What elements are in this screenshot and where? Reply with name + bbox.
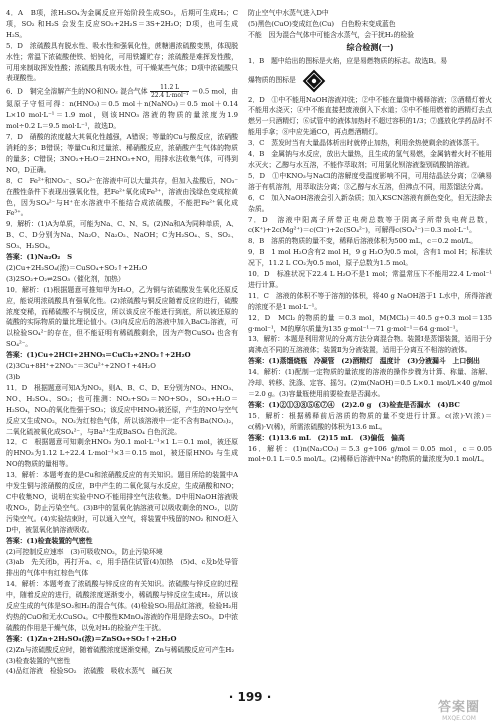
- hazard-row: [248, 69, 492, 93]
- answer-item-text: ＝0.5 mol，由氮原子守恒可得：n(HNO₃)＝0.5 mol＋n(NaNO₃)＝0.5 mol＋0.14 L×10 mol·L⁻¹＝1.9 mol，则该HNO₃ 溶液的物质的量浓度为1.9 mol÷0.2 L＝9.5 mol·L⁻¹，故选D。: [6, 87, 238, 131]
- answer-line: (2)Cu+2H₂SO₄(浓)＝CuSO₄+SO₂↑+2H₂O: [6, 263, 148, 272]
- answer-line: (2)3Cu+8H⁺+2NO₃⁻＝3Cu²⁺+2NO↑+4H₂O: [6, 362, 156, 371]
- answer-item: 16．解析：(1)n(Na₂CO₃)＝5.3 g÷106 g/mol＝0.05 mol，c＝0.05 mol÷0.1 L＝0.5 mol/L。(2)稀释后溶液中Na⁺的物质的量浓度为0.1 mol/L。: [248, 444, 492, 464]
- answer-item: 10．解析：(1)根据题意可推知甲为H₂O，乙为铜与浓硫酸发生氧化还原反应，能说明浓硫酸具有强氧化性。(2)浓硫酸与铜反应随着反应的进行，硫酸浓度变稀，而稀硫酸不与铜反应，所以该反应不能进行到底，所以被还原的硫酸的实际物质的量比理论值小。(3)向反应后的溶液中加入BaCl₂溶液，可以检验SO₄²⁻的存在，但不能证明有稀硫酸剩余，因为产物CuSO₄ 也含有SO₄²⁻。: [6, 285, 238, 349]
- fraction-denominator: 22.4 L·mol⁻¹: [150, 92, 189, 100]
- fraction: [150, 84, 189, 99]
- answer-line: 不能 因为混合气体中可能含水蒸气，会干扰H₂的检验: [248, 30, 415, 39]
- right-column: [248, 8, 492, 692]
- answer-item: [248, 313, 492, 335]
- answer-item: 12．C 根据题意可知剩余HNO₃ 为0.1 mol·L⁻¹×1 L＝0.1 mol，被还原的HNO₃为1.12 L÷22.4 L·mol⁻¹×3＝0.15 mol，被还原HNO₃ 与生成NO的物质的量相等。: [6, 438, 238, 469]
- answer-item: 8．B 溶质的物质的量不变，稀释后溶液体积为500 mL，c＝0.2 mol/L。: [248, 237, 478, 246]
- answer-line: 答案：(1)Cu+2HCl+2HNO₃＝CuCl₂+2NO₂↑+2H₂O: [6, 351, 191, 360]
- answer-item-text: 爆物质的图标是: [248, 76, 296, 85]
- answer-line: (3)2SO₂+O₂⇌2SO₃（催化剂，加热）: [6, 274, 125, 283]
- explosive-hazard-icon: [302, 69, 326, 93]
- answer-item: 2．D ①中不能用NaOH溶液冲洗；②中不能在量筒中稀释溶液；③酒精灯着火不能用水浇灭；④中不能直接把废液倒入下水道；⑤中不能用燃着的酒精灯去点燃另一只酒精灯；⑥试管中的液体加热时不超过容积的1/3；⑦盛放化学药品时不能用手拿；⑧中应先通CO，再点燃酒精灯。: [248, 95, 492, 137]
- answer-line: 答案：(1)②①③⑧⑤⑥⑦④ (2)2.0 g (3)检查是否漏水 (4)BC: [248, 400, 460, 409]
- answer-line: 答案：(1)13.6 mL (2)15 mL (3)偏低 偏高: [248, 433, 405, 442]
- answer-item-text: 12．D MCl₂ 的物质的量: [248, 313, 336, 322]
- answer-line: (3)ab 先关闭b，再打开a、c，用手捂住试管(4)加热 (5)d、c及b处导管排出的气体中有红棕色气体: [6, 558, 238, 578]
- section-title: 综合检测(一): [346, 42, 394, 52]
- answer-item: 11．D 根据题意可知A为NO₂，则A、B、C、D、E分别为NO₂、HNO₃、NO、H₂SO₄、SO₂；也可推测：NO₂+SO₂＝NO+SO₃，SO₃+H₂O＝H₂SO₄，NO₂的氧化性强于SO₃；该反应中HNO₃被还原，产生的NO与空气反应又生成NO₂，NO₂为红棕色气体，所以该溶液中一定不含有Ba(NO₃)₂，二氧化硫被氧化成SO₄²⁻，与Ba²⁺生成BaSO₄ 白色沉淀。: [6, 383, 238, 436]
- left-column: [6, 8, 238, 692]
- answer-item: 9．解析：(1)A为单质，可能为Na、C、N、S。(2)Na和A为同种单质，A、B、C、D分别为Na、Na₂O、Na₂O₂、NaOH；C为H₂SO₄、S、SO₂、SO₃、H₂SO₄。: [6, 220, 238, 251]
- answer-line: (2)Zn与浓硫酸反应时，随着硫酸浓度逐渐变稀，Zn与稀硫酸反应可产生H₂: [6, 645, 235, 654]
- answer-item: 13．解析：本题考查的是Cu和浓硝酸反应的有关知识。题目所给的装置中A中发生铜与浓硝酸的反应，B中产生的二氧化氮与水反应，生成硝酸和NO；C中收集NO，说明在实验中NO不能用排空气法收集。D中用NaOH溶液吸收NO₂，防止污染空气。(3)B中的氢氧化钠溶液可以吸收剩余的NO₂，以防污染空气。(4)实验结束时，可以通入空气，将装置中残留的NO₂ 和NO赶入D中，被氢氧化钠溶液吸收。: [6, 471, 238, 534]
- answer-item: 4．B 金属钠与水反应，放出大量热，且生成的氢气易燃，金属钠着火时不能用水灭火；乙醇与水互溶，不能作萃取剂；可用氯化钡溶液鉴别硫酸钠溶液。: [248, 150, 492, 169]
- answer-item: 15．解析：根据稀释前后溶质的物质的量不变进行计算。c(浓)·V(浓)＝c(稀)·V(稀)，所需浓硫酸的体积为13.6 mL。: [248, 411, 492, 431]
- watermark-url: MXQE.COM: [442, 715, 476, 722]
- page-number: · 199 ·: [228, 690, 272, 704]
- answer-item: [6, 84, 238, 132]
- answer-line: (4)品红溶液 检验SO₂ 浓硫酸 吸收水蒸气 碱石灰: [6, 667, 173, 676]
- answer-line: 答案：(1)Zn+2H₂SO₄(浓)＝ZnSO₄+SO₂↑+2H₂O: [6, 634, 177, 643]
- answer-line: 防止空气中水蒸气进入D中: [248, 9, 329, 17]
- answer-item: 5．D 浓硫酸具有脱水性、吸水性和强氧化性，蔗糖遇浓硫酸变黑，体现脱水性；常温下浓硫酸使铁、铝钝化，可用铁罐贮存；浓硫酸是难挥发性酸，可用来制取挥发性酸；浓硫酸具有吸水性，可干燥某些气体；D项中浓硫酸只表现酸性。: [6, 41, 238, 83]
- answer-item-text: 6．D 铜完全溶解产生的NO和NO₂ 混合气体: [6, 87, 148, 96]
- answer-line: 答案：(1)检查装置的气密性: [6, 536, 93, 545]
- answer-line: 答案：(1)蒸馏烧瓶 冷凝管 (2)酒精灯 温度计 (3)分液漏斗 上口倒出: [248, 357, 480, 366]
- answer-item: 4．A B项，浓H₂SO₄为金属反应开始阶段生成SO₂，后期可生成H₂；C项，SO₂ 和H₂S 会发生反应SO₂+2H₂S＝3S+2H₂O；D项，也可生成H₂S。: [6, 9, 238, 39]
- answer-item: 3．C 蒸发时当有大量晶体析出时就停止加热，利用余热使剩余的液体蒸干。: [248, 139, 484, 148]
- watermark-text: 答案圈: [437, 700, 480, 715]
- answer-item: 7．D 硝酸的浓度越大其氧化性越强，A错误；等量的Cu与酸反应，浓硝酸消耗的多；B错误；等量Cu和过量浓、稀硝酸反应，浓硝酸产生气体的物质的量多；C错误；3NO₂+H₂O＝2HNO₃+NO，用排水法收集气体，可得到NO，D正确。: [6, 133, 238, 174]
- answer-line: (2)可控制反应速率 (3)可吸收NO₂，防止污染环境: [6, 547, 163, 556]
- answer-item: 6．C 加入NaOH溶液会引入新杂质；加入KSCN溶液有颜色变化，但无法除去杂质。: [248, 193, 492, 213]
- answer-item: 11．C 溶液的体积不等于溶剂的体积，将40 g NaOH溶于1 L水中，所得溶液的浓度不是1 mol·L⁻¹。: [248, 291, 492, 311]
- answer-item-text: ＝0.3 mol，M(MCl₂)＝40.5 g÷0.3 mol＝135 g·mol⁻¹，M的摩尔质量为135 g·mol⁻¹－71 g·mol⁻¹＝64 g·mol⁻¹。: [248, 313, 492, 333]
- answer-line: (3)b: [6, 373, 20, 381]
- answer-item: 7．D 溶液中阳离子所带正电荷总数等于阴离子所带负电荷总数，c(K⁺)+2c(Mg²⁺)＝c(Cl⁻)+2c(SO₄²⁻)，可解得c(SO₄²⁻)＝0.3 mol·L⁻¹。: [248, 215, 492, 235]
- answer-item: 14．解析：本题考查了浓硫酸与锌反应的有关知识。浓硫酸与锌反应的过程中，随着反应的进行，硫酸浓度逐渐变小，稀硫酸与锌反应生成H₂，所以该反应生成的气体是SO₂和H₂的混合气体。(4)检验SO₂用品红溶液，检验H₂用灼热的CuO和无水CuSO₄。C中酸性KMnO₄溶液的作用是除去SO₂，D中浓硫酸的作用是干燥气体，以免对H₂的检验产生干扰。: [6, 580, 238, 632]
- answer-item: 14．解析：(1)配制一定物质的量浓度的溶液的操作步骤为计算、称量、溶解、冷却、转移、洗涤、定容、摇匀。(2)m(NaOH)＝0.5 L×0.1 mol/L×40 g/mol＝2.0 g。(3)容量瓶使用前要检查是否漏水。: [248, 368, 492, 398]
- watermark-logo: [424, 692, 494, 726]
- answer-line: 答案：(1)Na₂O₂ S: [6, 253, 73, 262]
- answer-item: 1．B 题中给出的图标是火焰，应是易燃物质的标志。故选B。易: [248, 56, 448, 65]
- fraction-numerator: 11.2 L: [150, 84, 189, 92]
- answer-item: 13．解析：本题是利用常见的分离方法分离混合物。装置Ⅰ是蒸馏装置，适用于分离沸点不同的互溶液体；装置Ⅱ为分液装置，适用于分离互不相溶的液体。: [248, 335, 492, 355]
- answer-item: 9．B 1 mol H₂O含有2 mol H，9 g H₂O为0.5 mol，含有1 mol H；标准状况下，11.2 L CO₂为0.5 mol，原子总数为1.5 mol。: [248, 248, 492, 268]
- answer-item: 10．D 标准状况下22.4 L H₂O不是1 mol；常温常压下不能用22.4 L·mol⁻¹进行计算。: [248, 270, 492, 289]
- answer-item: 5．D ①中KNO₃与NaCl的溶解度受温度影响不同，可用结晶法分离；②碘易溶于有机溶剂，用萃取法分离；③乙醇与水互溶，但沸点不同，用蒸馏法分离。: [248, 171, 492, 191]
- answer-line: (3)检查装置的气密性: [6, 656, 71, 665]
- answer-item: 8．C Fe²⁺和NO₃⁻、SO₄²⁻在溶液中可以大量共存，但加入盐酸后，NO₃⁻在酸性条件下表现出强氧化性，把Fe²⁺氧化成Fe³⁺，溶液由浅绿色变成棕黄色，因为SO₄²⁻与H⁺在水溶液中不能结合成浓硫酸，不能把Fe²⁺氧化成Fe³⁺。: [6, 176, 238, 218]
- answer-line: (5)黑色(CuO)变成红色(Cu) 白色粉末变成蓝色: [248, 19, 396, 28]
